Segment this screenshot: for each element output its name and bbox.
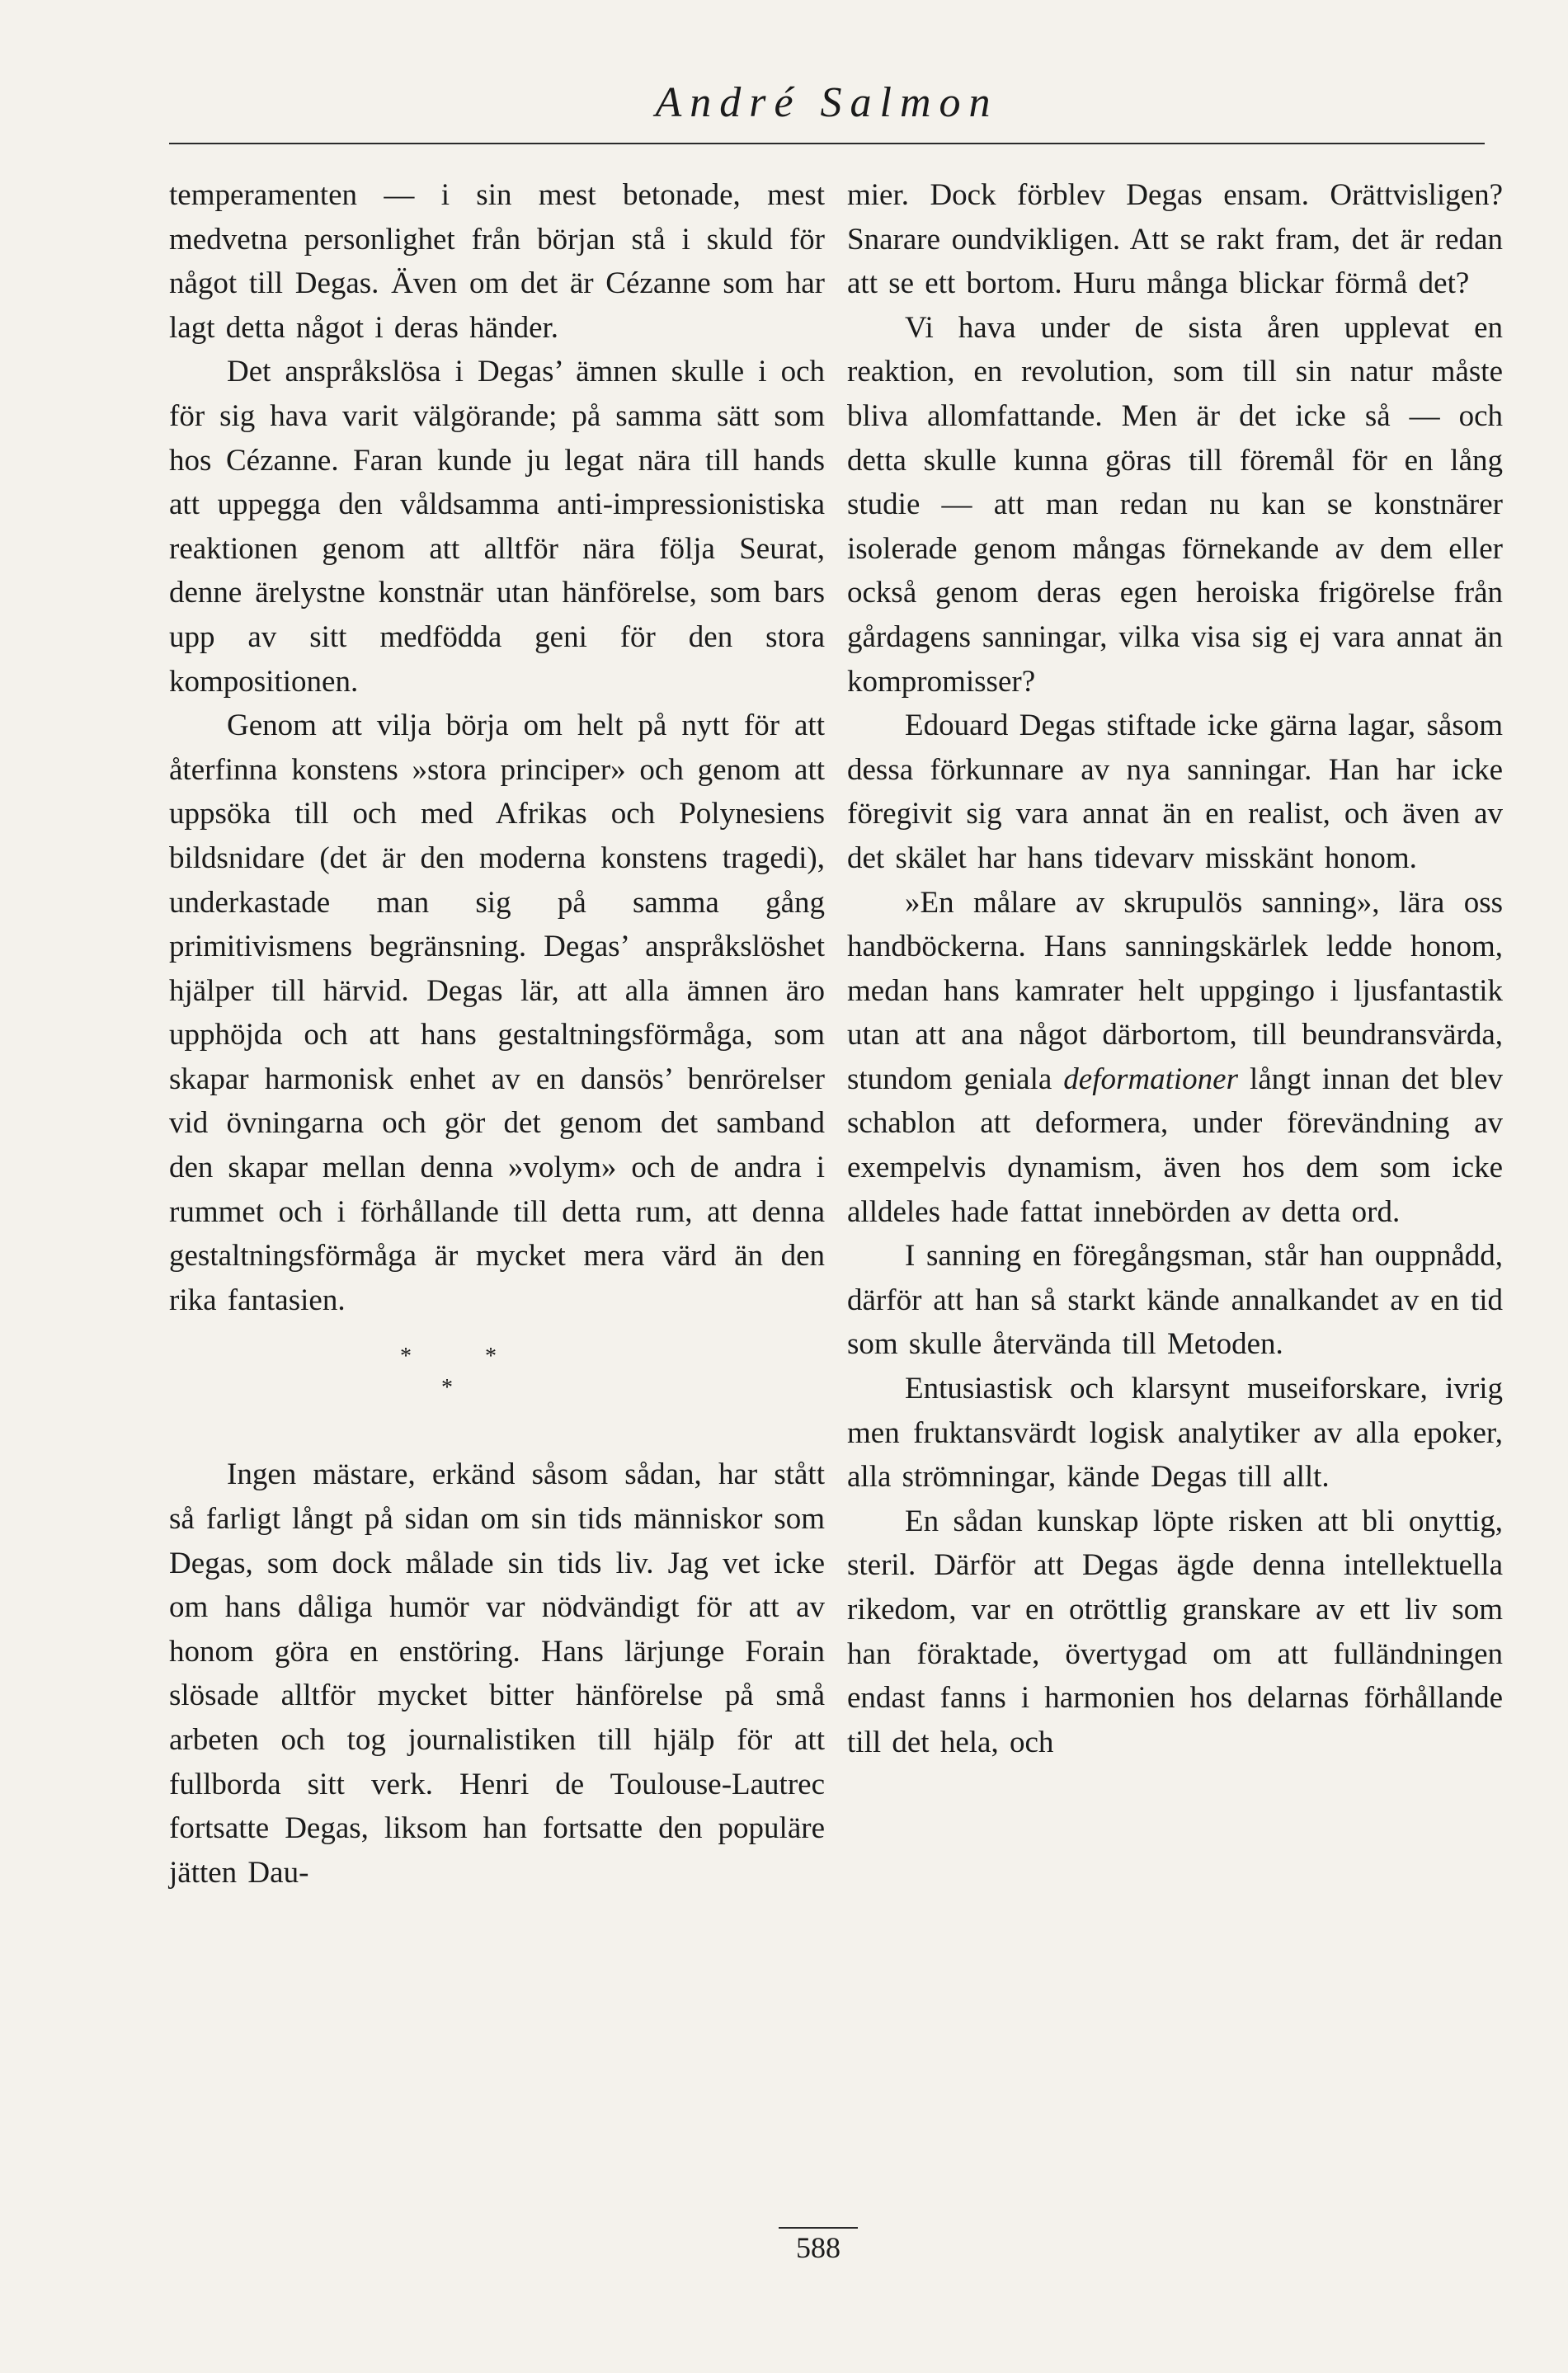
- paragraph: Det anspråkslösa i Degas’ ämnen skulle i och för sig hava varit välgörande; på samma sätt som hos Cézanne. Faran kunde ju legat nära till hands att uppegga den våldsamma anti-impressionistiska reaktionen genom att alltför nära följa Seurat, denne ärelystne konstnär utan hänförelse, som bars upp av sitt medfödda geni för den stora kompositionen.: [169, 355, 825, 699]
- page-header: [169, 78, 1485, 148]
- paragraph-text: »En målare av skrupulös sanning», lära oss handböckerna. Hans sanningskärlek ledde honom, medan hans kamrater helt uppgingo i ljusfantastik utan att ana något därbortom, till beundransvärda, stundom geniala: [847, 885, 1503, 1096]
- running-title: André Salmon: [655, 79, 999, 126]
- asterism-divider: [169, 1345, 825, 1434]
- asterism-star: *: [441, 1375, 453, 1401]
- paragraph: mier. Dock förblev Degas ensam. Orättvisligen? Snarare oundvikligen. Att se rakt fram, det är redan att se ett bortom. Huru många blickar förmå det?: [847, 178, 1503, 301]
- page-number: 588: [796, 2231, 841, 2264]
- paragraph-text: långt innan det blev schablon att deformera, under förevändning av exempelvis dynamism, även hos dem som icke alldeles hade fattat innebörden av detta ord.: [847, 1062, 1503, 1229]
- paragraph: Entusiastisk och klarsynt museiforskare, ivrig men fruktansvärdt logisk analytiker av alla epoker, alla strömningar, kände Degas till allt.: [847, 1372, 1503, 1495]
- header-rule: [169, 143, 1485, 144]
- asterism-star: *: [400, 1344, 412, 1370]
- left-column: [169, 173, 825, 1895]
- paragraph: [847, 881, 1503, 1235]
- paragraph: I sanning en föregångsman, står han ouppnådd, därför att han så starkt kände annalkandet av en tid som skulle återvända till Metoden.: [847, 1239, 1503, 1362]
- emphasized-word: deformationer: [1063, 1062, 1238, 1096]
- paragraph: temperamenten — i sin mest betonade, mest medvetna personlighet från början stå i skuld för något till Degas. Även om det är Cézanne som har lagt detta något i deras händer.: [169, 178, 825, 345]
- paragraph: Genom att vilja börja om helt på nytt för att återfinna konstens »stora principer» och genom att uppsöka till och med Afrikas och Polynesiens bildsnidare (det är den moderna konstens tragedi), underkastade man sig på samma gång primitivismens begränsning. Degas’ anspråkslöshet hjälper till härvid. Degas lär, att alla ämnen äro upphöjda och att hans gestaltningsförmåga, som skapar harmonisk enhet av en dansös’ benrörelser vid övningarna och gör det genom det samband den skapar mellan denna »volym» och de andra i rummet och i förhållande till detta rum, att denna gestaltningsförmåga är mycket mera värd än den rika fantasien.: [169, 709, 825, 1317]
- paragraph: En sådan kunskap löpte risken att bli onyttig, steril. Därför att Degas ägde denna intellektuella rikedom, var en otröttlig granskare av ett liv som han föraktade, övertygad om att fulländningen endast fanns i harmonien hos delarnas förhållande till det hela, och: [847, 1504, 1503, 1759]
- right-column: [847, 173, 1503, 1764]
- paragraph: Ingen mästare, erkänd såsom sådan, har stått så farligt långt på sidan om sin tids människor som Degas, som dock målade sin tids liv. Jag vet icke om hans dåliga humör var nödvändigt för att av honom göra en enstöring. Hans lärjunge Forain slösade alltför mycket bitter hänförelse på små arbeten och tog journalistiken till hjälp för att fullborda sitt verk. Henri de Toulouse-Lautrec fortsatte Degas, liksom han fortsatte den populäre jätten Dau-: [169, 1457, 825, 1890]
- asterism-star: *: [485, 1344, 497, 1370]
- paragraph: Edouard Degas stiftade icke gärna lagar, såsom dessa förkunnare av nya sanningar. Han har icke föregivit sig vara annat än en realist, och även av det skälet har hans tidevarv misskänt honom.: [847, 709, 1503, 875]
- paragraph: Vi hava under de sista åren upplevat en reaktion, en revolution, som till sin natur måste bliva allomfattande. Men är det icke så — och detta skulle kunna göras till föremål för en lång studie — att man redan nu kan se konstnärer isolerade genom mångas förnekande av dem eller också genom deras egen heroiska frigörelse från gårdagens sanningar, vilka visa sig ej vara annat än kompromisser?: [847, 310, 1503, 699]
